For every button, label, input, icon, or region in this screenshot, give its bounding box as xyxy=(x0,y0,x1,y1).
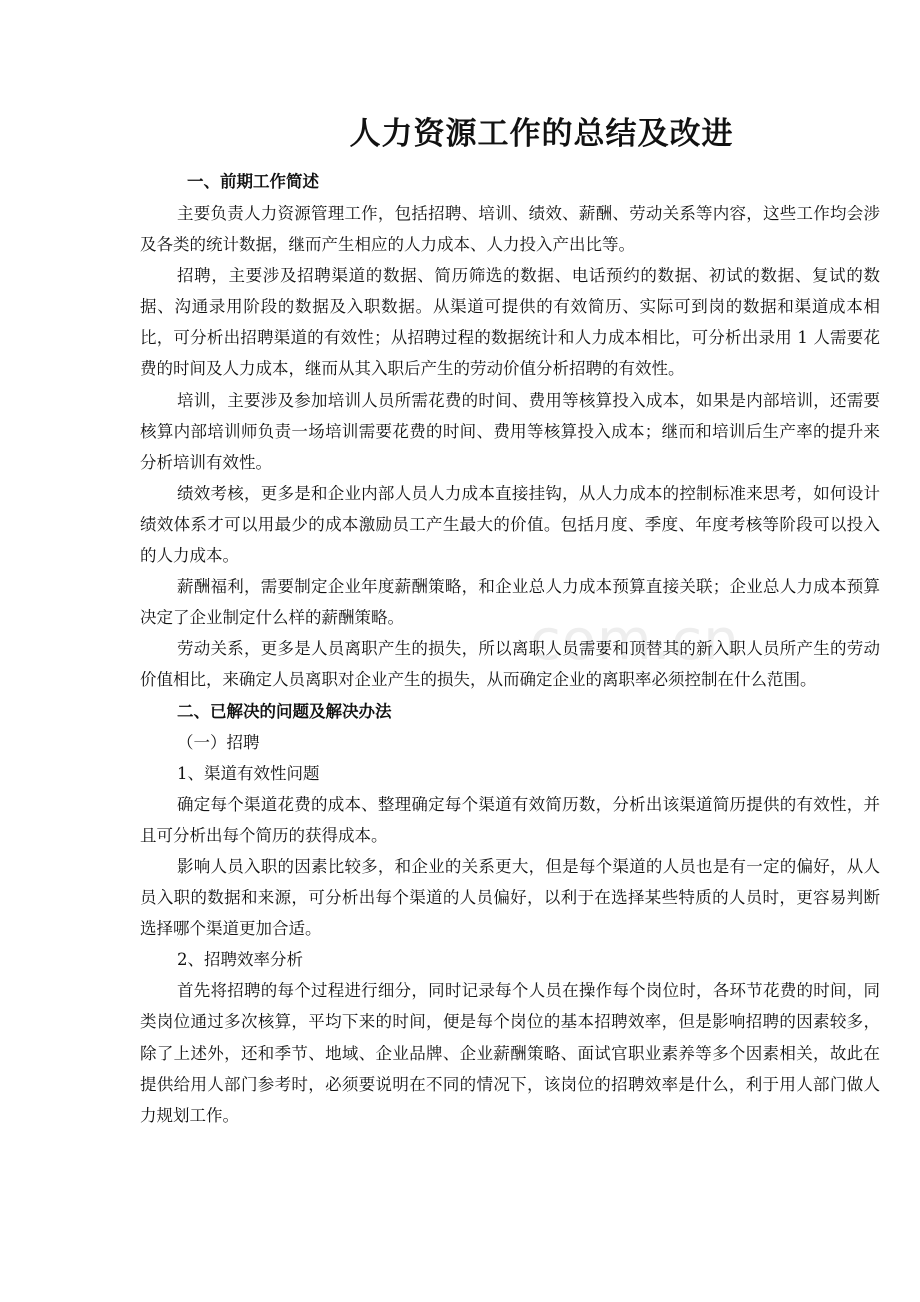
subsection-heading: 2、招聘效率分析 xyxy=(177,950,303,970)
paragraph: 招聘，主要涉及招聘渠道的数据、简历筛选的数据、电话预约的数据、初试的数据、复试的数据、沟通录用阶段的数据及入职数据。从渠道可提供的有效简历、实际可到岗的数据和渠道成本相比，可分析出招聘渠道的有效性；从招聘过程的数据统计和人力成本相比，可分析出录用 1 人需要花费的时间及人力成本，继而从其入职后产生的劳动价值分析招聘的有效性。 xyxy=(140,266,880,379)
paragraph: 劳动关系，更多是人员离职产生的损失，所以离职人员需要和顶替其的新入职人员所产生的劳动价值相比，来确定人员离职对企业产生的损失，从而确定企业的离职率必须控制在什么范围。 xyxy=(140,639,880,690)
paragraph: 主要负责人力资源管理工作，包括招聘、培训、绩效、薪酬、劳动关系等内容，这些工作均会涉及各类的统计数据，继而产生相应的人力成本、人力投入产出比等。 xyxy=(140,204,880,255)
paragraph: 首先将招聘的每个过程进行细分，同时记录每个人员在操作每个岗位时，各环节花费的时间，同类岗位通过多次核算，平均下来的时间，便是每个岗位的基本招聘效率，但是影响招聘的因素较多，除了上述外，还和季节、地域、企业品牌、企业薪酬策略、面试官职业素养等多个因素相关，故此在提供给用人部门参考时，必须要说明在不同的情况下，该岗位的招聘效率是什么，利于用人部门做人力规划工作。 xyxy=(140,981,880,1125)
paragraph: 绩效考核，更多是和企业内部人员人力成本直接挂钩，从人力成本的控制标准来思考，如何设计绩效体系才可以用最少的成本激励员工产生最大的价值。包括月度、季度、年度考核等阶段可以投入的人力成本。 xyxy=(140,483,880,566)
paragraph: 影响人员入职的因素比较多，和企业的关系更大，但是每个渠道的人员也是有一定的偏好，从人员入职的数据和来源，可分析出每个渠道的人员偏好，以利于在选择某些特质的人员时，更容易判断选择哪个渠道更加合适。 xyxy=(140,856,880,939)
paragraph: 培训，主要涉及参加培训人员所需花费的时间、费用等核算投入成本，如果是内部培训，还需要核算内部培训师负责一场培训需要花费的时间、费用等核算投入成本；继而和培训后生产率的提升来分析培训有效性。 xyxy=(140,390,880,472)
subsection-heading: （一）招聘 xyxy=(177,732,260,752)
section-heading: 一、前期工作简述 xyxy=(187,172,319,191)
subsection-heading: 1、渠道有效性问题 xyxy=(177,763,320,783)
document-body xyxy=(140,167,880,1131)
watermark: com.cn xyxy=(530,608,740,673)
paragraph: 确定每个渠道花费的成本、整理确定每个渠道有效简历数，分析出该渠道简历提供的有效性，并且可分析出每个简历的获得成本。 xyxy=(140,794,880,845)
document-title: 人力资源工作的总结及改进 xyxy=(349,116,734,152)
section-heading: 二、已解决的问题及解决办法 xyxy=(177,701,392,721)
paragraph: 薪酬福利，需要制定企业年度薪酬策略，和企业总人力成本预算直接关联；企业总人力成本预算决定了企业制定什么样的薪酬策略。 xyxy=(140,577,880,628)
